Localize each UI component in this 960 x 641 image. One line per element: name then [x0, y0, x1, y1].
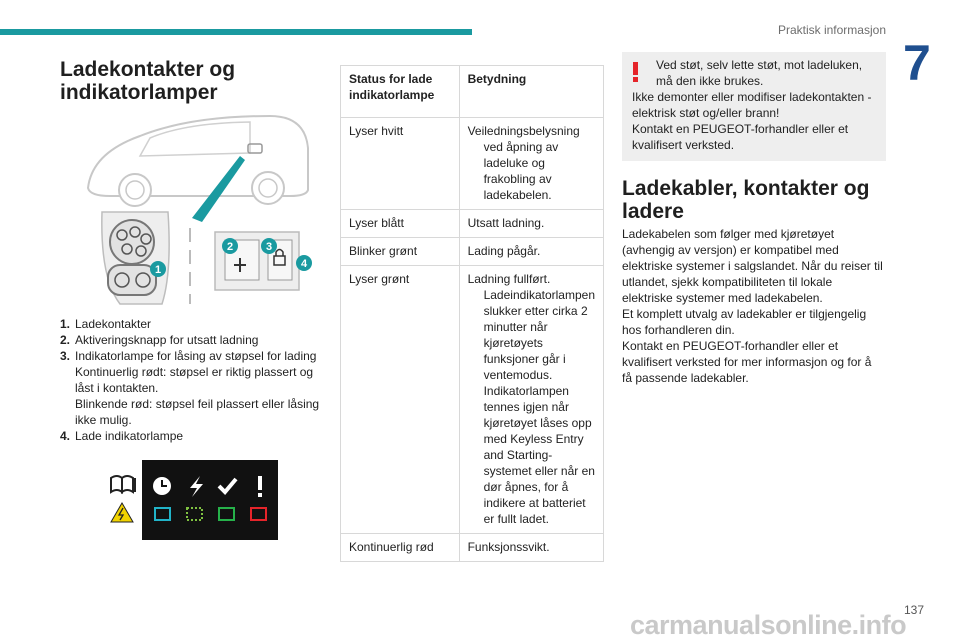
- cables-heading: Ladekabler, kontakter og ladere: [622, 177, 870, 223]
- indicator-white-blue: [155, 508, 170, 520]
- section-title: Praktisk informasjon: [777, 23, 886, 37]
- legend-list: [60, 316, 328, 444]
- table-header-status: Status for lade indikatorlampe: [341, 66, 460, 118]
- callout-1-label: 1: [154, 264, 162, 276]
- table-row: Kontinuerlig rød Funksjonssvikt.: [341, 534, 604, 562]
- table-header-meaning: Betydning: [459, 66, 603, 118]
- warning-text-1: Ved støt, selv lette støt, mot ladeluken, må den ikke brukes.: [656, 58, 863, 88]
- indicator-blinking-green: [187, 508, 202, 520]
- callout-3-label: 3: [265, 241, 273, 253]
- indicator-symbols-panel: [102, 460, 278, 540]
- chapter-number: 7: [903, 35, 931, 91]
- table-header-row: [341, 66, 604, 118]
- header-accent-bar: [0, 29, 472, 35]
- clock-icon: [153, 477, 171, 495]
- legend-note: Kontinuerlig rødt: støpsel er riktig plassert og låst i kontakten.: [75, 365, 314, 395]
- section-heading: Ladekontakter og indikatorlamper: [60, 58, 236, 104]
- warning-text-3: Kontakt en PEUGEOT-forhandler eller et kvalifisert verksted.: [632, 122, 849, 152]
- cables-body-text: Ladekabelen som følger med kjøretøyet (avhengig av versjon) er kompatibel med elektriske systemer i salgslandet. Når du reiser til utlandet, sjekk kompatibiliteten til lokale elektriske systemer med ladekabelen. Et komplett utvalg av ladekabler er tilgjengelig hos forhandleren din. Kontakt en PEUGEOT-forhandler eller et kvalifisert verksted for mer informasjon og for å få passende ladekabler.: [622, 227, 883, 385]
- callout-4-label: 4: [300, 258, 308, 270]
- callout-2-label: 2: [226, 241, 234, 253]
- legend-item: 3. Indikatorlampe for låsing av støpsel for lading: [60, 349, 317, 363]
- indicator-green: [219, 508, 234, 520]
- indicator-red: [251, 508, 266, 520]
- legend-note: Blinkende rød: støpsel feil plassert eller låsing ikke mulig.: [75, 397, 320, 427]
- legend-item: 4. Lade indikatorlampe: [60, 429, 184, 443]
- check-icon: [219, 479, 236, 492]
- table-row: Lyser blått Utsatt ladning.: [341, 210, 604, 238]
- table-row: Lyser hvitt Veiledningsbelysning ved åpning av ladeluke og frakobling av ladekabelen.: [341, 118, 604, 210]
- status-table: [340, 65, 604, 562]
- warning-text-2: Ikke demonter eller modifiser ladekontakten - elektrisk støt og/eller brann!: [632, 90, 872, 120]
- legend-item: 1. Ladekontakter: [60, 317, 152, 331]
- charging-socket-illustration: [80, 108, 320, 313]
- watermark: carmanualsonline.info: [630, 610, 907, 640]
- warning-box: [622, 52, 886, 161]
- table-row: Blinker grønt Lading pågår.: [341, 238, 604, 266]
- lightning-icon: [190, 476, 203, 497]
- legend-item: 2. Aktiveringsknapp for utsatt ladning: [60, 333, 259, 347]
- exclamation-icon: [258, 476, 262, 497]
- table-row: Lyser grønt Ladning fullført. Ladeindikatorlampen slukker etter cirka 2 minutter når kjøretøyets funksjoner går i ventemodus. Indikatorlampen tennes igjen når kjøretøyet låses opp med Keyless Entry and Starting-systemet eller når en dør åpnes, for å indikere at batteriet er fullt ladet.: [341, 266, 604, 534]
- page-number: 137: [903, 603, 924, 617]
